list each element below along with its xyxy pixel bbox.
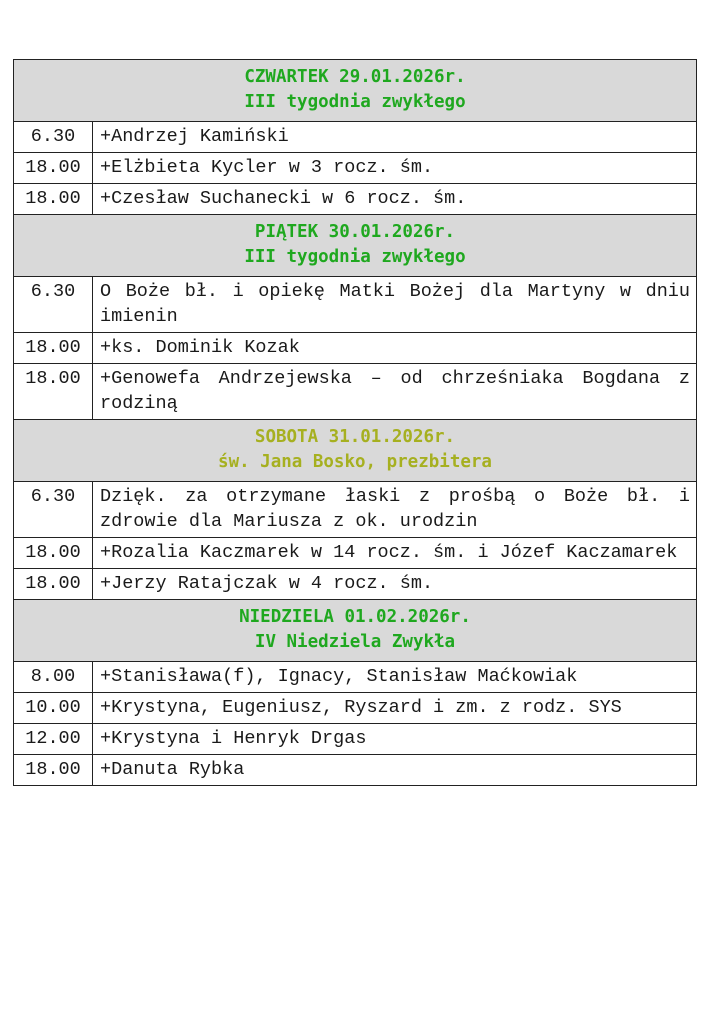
mass-intention: +Jerzy Ratajczak w 4 rocz. śm. (93, 569, 697, 600)
liturgical-day: św. Jana Bosko, prezbitera (218, 452, 492, 472)
day-header-cell (14, 600, 697, 662)
day-header (14, 215, 697, 277)
day-header-cell (14, 420, 697, 482)
mass-row (14, 538, 697, 569)
mass-intention: +Danuta Rybka (93, 755, 697, 786)
mass-time: 12.00 (14, 724, 93, 755)
day-header-cell (14, 60, 697, 122)
mass-intention: +Andrzej Kamiński (93, 122, 697, 153)
mass-time: 10.00 (14, 693, 93, 724)
mass-row (14, 693, 697, 724)
mass-row (14, 153, 697, 184)
mass-intention: +Genowefa Andrzejewska – od chrześniaka Bogdana z rodziną (93, 364, 697, 420)
mass-intention: O Boże bł. i opiekę Matki Bożej dla Martyny w dniu imienin (93, 277, 697, 333)
mass-intention: +Czesław Suchanecki w 6 rocz. śm. (93, 184, 697, 215)
day-title: NIEDZIELA 01.02.2026r. (239, 607, 471, 627)
mass-time: 6.30 (14, 482, 93, 538)
day-title: PIĄTEK 30.01.2026r. (254, 222, 456, 242)
mass-row (14, 724, 697, 755)
mass-intention: +ks. Dominik Kozak (93, 333, 697, 364)
mass-time: 8.00 (14, 662, 93, 693)
mass-intention: +Krystyna i Henryk Drgas (93, 724, 697, 755)
mass-time: 6.30 (14, 122, 93, 153)
mass-row (14, 662, 697, 693)
mass-row (14, 569, 697, 600)
mass-row (14, 364, 697, 420)
mass-time: 6.30 (14, 277, 93, 333)
mass-time: 18.00 (14, 153, 93, 184)
schedule-body (14, 60, 697, 786)
mass-row (14, 333, 697, 364)
mass-intention: +Rozalia Kaczmarek w 14 rocz. śm. i Józef Kaczamarek (93, 538, 697, 569)
mass-time: 18.00 (14, 569, 93, 600)
mass-intention: +Stanisława(f), Ignacy, Stanisław Maćkowiak (93, 662, 697, 693)
mass-intention: Dzięk. za otrzymane łaski z prośbą o Boże bł. i zdrowie dla Mariusza z ok. urodzin (93, 482, 697, 538)
mass-time: 18.00 (14, 184, 93, 215)
mass-row (14, 755, 697, 786)
day-header (14, 420, 697, 482)
mass-row (14, 277, 697, 333)
mass-time: 18.00 (14, 755, 93, 786)
mass-intention: +Krystyna, Eugeniusz, Ryszard i zm. z rodz. SYS (93, 693, 697, 724)
mass-intention: +Elżbieta Kycler w 3 rocz. śm. (93, 153, 697, 184)
day-title: SOBOTA 31.01.2026r. (254, 427, 456, 447)
mass-time: 18.00 (14, 364, 93, 420)
liturgical-day: III tygodnia zwykłego (244, 92, 466, 112)
day-title: CZWARTEK 29.01.2026r. (244, 67, 466, 87)
mass-row (14, 184, 697, 215)
mass-time: 18.00 (14, 333, 93, 364)
mass-row (14, 122, 697, 153)
mass-time: 18.00 (14, 538, 93, 569)
liturgical-day: III tygodnia zwykłego (244, 247, 466, 267)
mass-schedule-table (13, 59, 697, 786)
mass-row (14, 482, 697, 538)
liturgical-day: IV Niedziela Zwykła (254, 632, 456, 652)
day-header-cell (14, 215, 697, 277)
day-header (14, 60, 697, 122)
day-header (14, 600, 697, 662)
